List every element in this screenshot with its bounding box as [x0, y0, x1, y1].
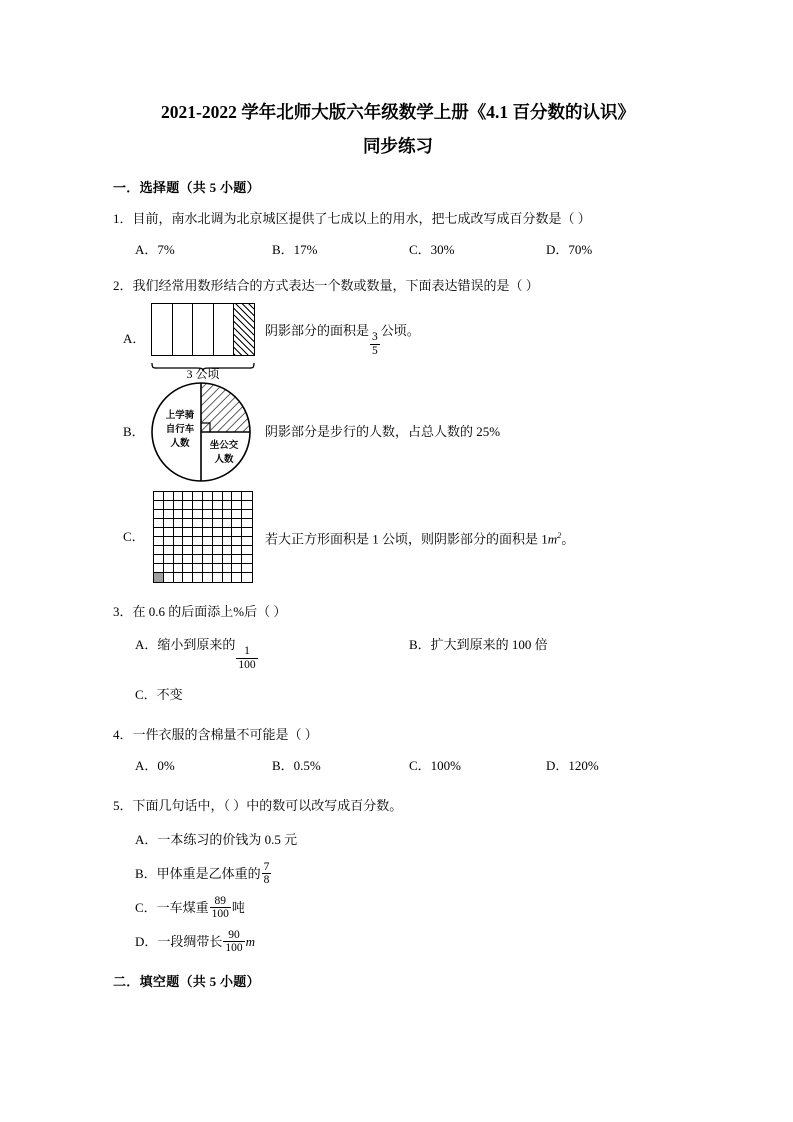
grid-cell: [232, 501, 242, 510]
fraction-denominator: 5: [372, 344, 378, 357]
fraction-numerator: 90: [228, 928, 240, 941]
grid-cell: [203, 510, 213, 519]
grid-cell: [213, 528, 223, 537]
grid-cell: [223, 501, 233, 510]
pie-left-label-line1: 上学骑: [165, 411, 195, 421]
grid-cell: [232, 510, 242, 519]
grid-cell: [183, 555, 193, 564]
question-3-option-c[interactable]: C．不变: [135, 686, 183, 702]
grid-cell: [154, 492, 164, 501]
grid-cell: [203, 528, 213, 537]
grid-cell: [203, 492, 213, 501]
grid-cell: [223, 492, 233, 501]
grid-cell: [213, 537, 223, 546]
rectangle-cell: [214, 304, 235, 355]
question-3-option-a[interactable]: [135, 630, 409, 672]
rectangle-cell: [193, 304, 214, 355]
grid-cell: [183, 501, 193, 510]
question-3-options-row1: [113, 630, 683, 672]
grid-cell: [193, 573, 203, 582]
option-a-text-before: 阴影部分的面积是: [265, 322, 370, 338]
fraction-three-fifths: [370, 331, 380, 358]
section-heading-fill-in: 二．填空题（共 5 小题）: [113, 973, 260, 989]
grid-cell: [164, 501, 174, 510]
grid-cell: [193, 501, 203, 510]
pie-left-label-line2: 自行车: [165, 425, 195, 435]
grid-cell: [154, 555, 164, 564]
grid-cell: [174, 492, 184, 501]
grid-cell: [193, 564, 203, 573]
grid-cell: [164, 546, 174, 555]
question-2-option-c[interactable]: [113, 489, 683, 585]
grid-cell: [213, 555, 223, 564]
pie-left-label-line3: 人数: [170, 439, 190, 449]
question-5-option-b-text: B．甲体重是乙体重的: [135, 865, 261, 881]
grid-cell: [183, 519, 193, 528]
question-2-option-b-label: B．: [123, 424, 145, 439]
grid-cell: [174, 519, 184, 528]
question-1-option-a[interactable]: A．7%: [135, 242, 175, 257]
grid-cell: [154, 546, 164, 555]
question-2-stem: 2．我们经常用数形结合的方式表达一个数或数量，下面表达错误的是（ ）: [113, 278, 539, 293]
grid-cell: [174, 501, 184, 510]
grid-cell: [213, 573, 223, 582]
grid-cell: [203, 537, 213, 546]
grid-cell: [232, 519, 242, 528]
grid-cell: [154, 519, 164, 528]
grid-cell: [203, 519, 213, 528]
question-3-stem: 3．在 0.6 的后面添上%后（ ）: [113, 604, 287, 619]
question-5: [113, 795, 683, 957]
option-a-text-after: 公顷。: [380, 322, 420, 338]
fraction-one-hundredth: [236, 645, 257, 672]
pie-bottom-right-label: [203, 439, 245, 467]
grid-cell: [193, 510, 203, 519]
pie-chart-figure: [149, 381, 261, 483]
question-4-option-b[interactable]: B．0.5%: [272, 757, 321, 773]
page-title: 2021-2022 学年北师大版六年级数学上册《4.1 百分数的认识》: [161, 102, 635, 122]
grid-cell: [242, 492, 252, 501]
grid-cell: [242, 501, 252, 510]
grid-cell: [193, 528, 203, 537]
fraction-numerator: 89: [214, 894, 227, 907]
grid-cell: [203, 546, 213, 555]
grid-cell: [193, 555, 203, 564]
grid-cell: [154, 528, 164, 537]
grid-cell: [164, 564, 174, 573]
grid-cell: [232, 528, 242, 537]
question-5-option-a[interactable]: A．一本练习的价钱为 0.5 元: [135, 831, 298, 847]
option-c-text-before: 若大正方形面积是 1 公顷，则阴影部分的面积是 1: [265, 531, 548, 547]
grid-cell: [242, 537, 252, 546]
rectangle-total-label: 3 公顷: [186, 367, 220, 381]
fraction-seven-eighths: [262, 861, 272, 888]
fraction-denominator: 100: [238, 659, 256, 672]
question-2-option-a[interactable]: [113, 303, 683, 381]
question-5-option-c[interactable]: [135, 893, 683, 923]
grid-cell: [154, 501, 164, 510]
unit-metre: m: [547, 531, 558, 547]
grid-cell: [183, 573, 193, 582]
grid-cell: [242, 573, 252, 582]
grid-cell: [213, 492, 223, 501]
rectangle-outline: [151, 303, 255, 356]
grid-cell: [242, 510, 252, 519]
question-2-options: [113, 303, 683, 585]
unit-exponent: 2: [557, 529, 562, 540]
pie-left-label: [159, 409, 201, 451]
question-3-option-b[interactable]: B．扩大到原来的 100 倍: [409, 637, 548, 652]
fraction-denominator: 8: [263, 874, 270, 887]
question-2-option-c-label: C．: [123, 529, 145, 544]
grid-cell: [174, 510, 184, 519]
grid-cell: [164, 492, 174, 501]
question-2-option-b[interactable]: [113, 381, 683, 483]
question-4: [113, 724, 683, 779]
grid-cell: [232, 492, 242, 501]
grid-cell: [223, 537, 233, 546]
grid-cell: [183, 537, 193, 546]
grid-cell: [183, 528, 193, 537]
question-3-option-a-text: A．缩小到原来的: [135, 637, 236, 652]
grid-cell: [213, 546, 223, 555]
grid-cell: [164, 537, 174, 546]
question-5-option-b[interactable]: [135, 859, 683, 889]
grid-cell: [223, 573, 233, 582]
fraction-numerator: 3: [372, 330, 378, 343]
question-5-options: [113, 825, 683, 957]
grid-cell: [193, 492, 203, 501]
question-5-option-d[interactable]: [135, 927, 683, 957]
grid-cell: [232, 573, 242, 582]
question-2-option-b-text: 阴影部分是步行的人数，占总人数的 25%: [265, 424, 501, 439]
grid-cell: [223, 564, 233, 573]
grid-cell: [232, 546, 242, 555]
question-4-option-d[interactable]: D．120%: [546, 757, 599, 773]
grid-cell: [193, 519, 203, 528]
grid-cell: [223, 528, 233, 537]
question-4-stem: 4．一件衣服的含棉量不可能是（ ）: [113, 726, 318, 742]
grid-cell: [213, 510, 223, 519]
section-heading-choice: 一．选择题（共 5 小题）: [113, 180, 260, 195]
grid-cell: [164, 528, 174, 537]
grid-cell: [164, 555, 174, 564]
question-3-options-row2: [113, 680, 683, 710]
grid-cell: [174, 528, 184, 537]
question-1: [113, 208, 683, 263]
grid-cell: [223, 519, 233, 528]
grid-cell: [242, 528, 252, 537]
grid-cell: [213, 501, 223, 510]
question-4-options: [113, 753, 683, 779]
grid-cell: [174, 573, 184, 582]
grid-cell: [183, 492, 193, 501]
grid-cell: [174, 564, 184, 573]
rectangle-cell-shaded: [234, 304, 254, 355]
question-2-option-a-label: A．: [123, 331, 146, 346]
grid-cell: [174, 546, 184, 555]
rectangle-cell: [152, 304, 173, 355]
grid-cell: [193, 537, 203, 546]
fraction-numerator: 1: [244, 645, 250, 658]
grid-cell: [174, 555, 184, 564]
question-5-stem: 5．下面几句话中，（ ）中的数可以改写成百分数。: [113, 797, 403, 813]
grid-cell: [164, 573, 174, 582]
grid-cell: [223, 555, 233, 564]
question-5-option-d-unit: m: [245, 933, 256, 949]
grid-cell: [242, 519, 252, 528]
grid-cell: [242, 564, 252, 573]
question-1-options: [113, 237, 683, 263]
grid-cell: [232, 537, 242, 546]
grid-figure: [149, 489, 261, 585]
question-3: [113, 601, 683, 710]
grid-cell: [164, 519, 174, 528]
grid-cell: [183, 546, 193, 555]
fraction-denominator: 100: [225, 942, 243, 955]
question-1-stem: 1．目前，南水北调为北京城区提供了七成以上的用水，把七成改写成百分数是（ ）: [113, 211, 591, 226]
grid-cell: [213, 564, 223, 573]
grid-cell: [154, 564, 164, 573]
page-subtitle: 同步练习: [363, 136, 433, 156]
option-c-text-after: 。: [561, 531, 575, 547]
question-5-option-c-unit: 吨: [231, 899, 245, 915]
rectangle-cell: [173, 304, 194, 355]
grid-cell: [203, 573, 213, 582]
page-content: [113, 95, 683, 994]
question-2-option-a-text: [261, 321, 420, 358]
grid-cell: [223, 546, 233, 555]
question-1-option-d[interactable]: D．70%: [546, 242, 593, 257]
grid-cell: [183, 564, 193, 573]
grid-cell: [154, 510, 164, 519]
grid-cell: [154, 537, 164, 546]
fraction-numerator: 7: [263, 860, 270, 873]
fraction-ninety-hundredths: [223, 929, 244, 956]
pie-br-label-line1: 坐公交: [209, 441, 239, 451]
grid-cell: [164, 510, 174, 519]
fraction-eightynine-hundredths: [210, 895, 231, 922]
question-4-option-c[interactable]: C．100%: [409, 757, 462, 773]
grid-cell: [242, 546, 252, 555]
pie-br-label-line2: 人数: [214, 455, 234, 465]
grid-cell: [242, 555, 252, 564]
question-1-option-c[interactable]: C．30%: [409, 242, 455, 257]
question-1-option-b[interactable]: B．17%: [272, 242, 318, 257]
rectangle-figure: [149, 303, 261, 381]
question-2: [113, 275, 683, 585]
question-4-option-a[interactable]: A．0%: [135, 757, 175, 773]
grid-cell: [193, 546, 203, 555]
grid-cell: [223, 510, 233, 519]
grid-cell: [203, 555, 213, 564]
grid-cell: [232, 555, 242, 564]
question-5-option-c-text: C．一车煤重: [135, 899, 209, 915]
grid-cell: [232, 564, 242, 573]
question-2-option-c-text: [261, 525, 574, 549]
grid-box: [153, 491, 253, 583]
fraction-denominator: 100: [211, 908, 229, 921]
grid-cell: [183, 510, 193, 519]
grid-cell-shaded: [154, 573, 164, 582]
question-5-option-d-text: D．一段绸带长: [135, 933, 223, 949]
grid-cell: [174, 537, 184, 546]
grid-cell: [213, 519, 223, 528]
grid-cell: [203, 501, 213, 510]
grid-cell: [203, 564, 213, 573]
